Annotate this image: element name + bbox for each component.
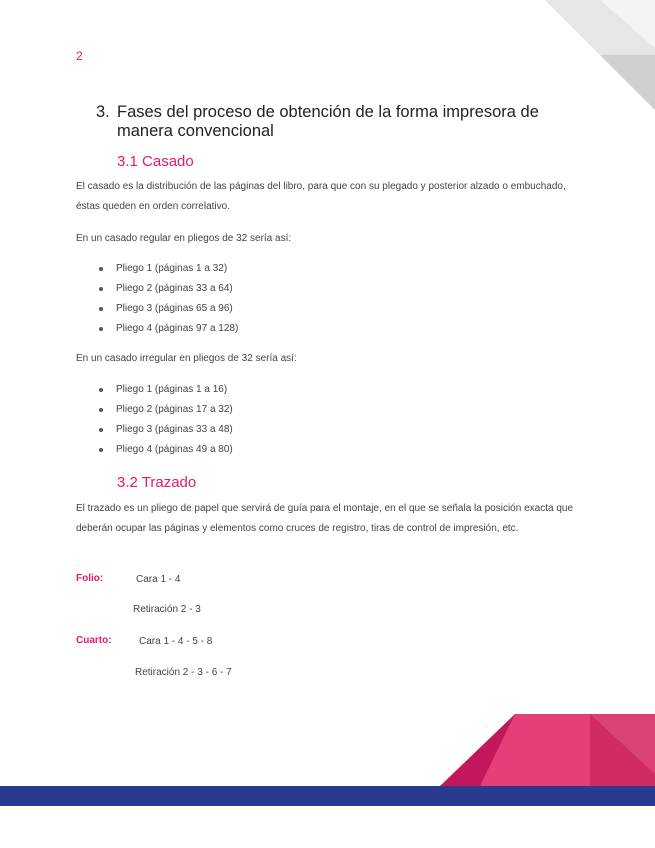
casado-irregular-intro: En un casado irregular en pliegos de 32 sería así: bbox=[76, 353, 297, 364]
casado-heading: 3.1 Casado bbox=[117, 153, 194, 170]
trazado-intro: El trazado es un pliego de papel que servirá de guía para el montaje, en el que se señala la posición exacta que deberán ocupar las páginas y elementos como cruces de registro, tiras de control de impresión, etc. bbox=[76, 503, 574, 534]
list-item: Pliego 3 (páginas 33 a 48) bbox=[99, 420, 233, 440]
folio-retiracion: Retiración 2 - 3 bbox=[133, 604, 201, 615]
folio-label: Folio: bbox=[76, 573, 104, 584]
bullet-icon bbox=[99, 448, 103, 452]
bullet-icon bbox=[99, 287, 103, 291]
page-number: 2 bbox=[76, 49, 83, 63]
section-title bbox=[96, 103, 576, 141]
list-item: Pliego 1 (páginas 1 a 32) bbox=[99, 259, 238, 279]
casado-regular-intro: En un casado regular en pliegos de 32 sería así: bbox=[76, 233, 292, 244]
list-item: Pliego 4 (páginas 49 a 80) bbox=[99, 440, 233, 460]
regular-list bbox=[99, 259, 238, 339]
cuarto-label: Cuarto: bbox=[76, 635, 112, 646]
folio-cara: Cara 1 - 4 bbox=[136, 574, 181, 585]
list-item: Pliego 3 (páginas 65 a 96) bbox=[99, 299, 238, 319]
list-item: Pliego 1 (páginas 1 a 16) bbox=[99, 380, 233, 400]
bullet-icon bbox=[99, 428, 103, 432]
bullet-icon bbox=[99, 408, 103, 412]
list-item: Pliego 2 (páginas 33 a 64) bbox=[99, 279, 238, 299]
bullet-icon bbox=[99, 307, 103, 311]
bullet-icon bbox=[99, 267, 103, 271]
corner-decoration bbox=[545, 0, 655, 110]
footer-decoration bbox=[0, 714, 655, 834]
list-item: Pliego 4 (páginas 97 a 128) bbox=[99, 319, 238, 339]
cuarto-retiracion: Retiración 2 - 3 - 6 - 7 bbox=[135, 667, 232, 678]
footer-bar bbox=[0, 786, 655, 806]
casado-intro: El casado es la distribución de las páginas del libro, para que con su plegado y posterior alzado o embuchado, éstas queden en orden correlativo. bbox=[76, 181, 566, 212]
trazado-heading: 3.2 Trazado bbox=[117, 474, 197, 491]
bullet-icon bbox=[99, 388, 103, 392]
cuarto-cara: Cara 1 - 4 - 5 - 8 bbox=[139, 636, 213, 647]
section-title-text: Fases del proceso de obtención de la forma impresora de manera convencional bbox=[117, 103, 539, 140]
section-number: 3. bbox=[96, 103, 110, 121]
irregular-list bbox=[99, 380, 233, 460]
list-item: Pliego 2 (páginas 17 a 32) bbox=[99, 400, 233, 420]
bullet-icon bbox=[99, 327, 103, 331]
